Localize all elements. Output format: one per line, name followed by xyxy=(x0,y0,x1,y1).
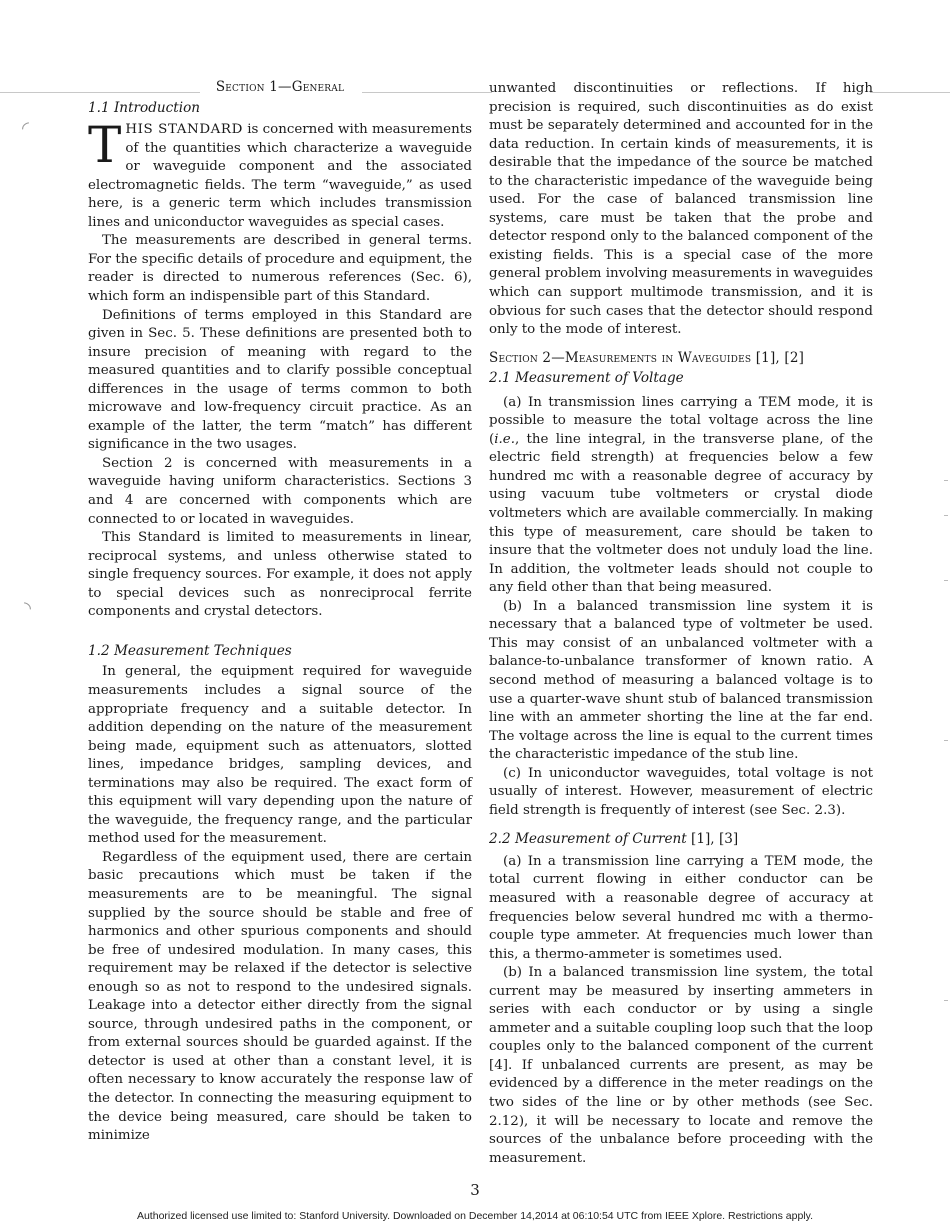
subsection-heading xyxy=(489,830,873,849)
lead-words: HIS STANDARD xyxy=(125,122,243,138)
paragraph: Section 2 is concerned with measurements in a waveguide having uniform characteristics. Sections 3 and 4 are concerned with components which are connected to or located in waveguides. xyxy=(88,455,472,527)
page-number: 3 xyxy=(470,1181,480,1199)
paragraph-text: (a) In transmission lines carrying a TEM mode, it is possible to measure the total voltage across the line ( xyxy=(489,394,873,447)
left-column xyxy=(88,78,472,1146)
binding-hole-bottom: ◝ xyxy=(24,598,31,619)
subsection-heading: 2.1 Measurement of Voltage xyxy=(489,370,684,387)
section-heading: Section 2—Measurements in Waveguides [1], [2] xyxy=(489,349,805,366)
paragraph xyxy=(88,116,472,232)
paragraph xyxy=(489,394,873,598)
margin-tick xyxy=(944,480,948,481)
heading-text: 2.2 Measurement of Current xyxy=(489,831,687,848)
paragraph: Definitions of terms employed in this Standard are given in Sec. 5. These definitions are presented both to insure precision of meaning with regard to the measured quantities and to clarify possible conceptual differences in the usage of terms common to both microwave and low-frequency circuit practice. As an example of the latter, the term “match” has different significance in the two usages. xyxy=(88,307,472,453)
paragraph: (b) In a balanced transmission line system it is necessary that a balanced type of voltmeter be used. This may consist of an unbalanced voltmeter with a balance-to-unbalance transformer of known ratio. A second method of measuring a balanced voltage is to use a quarter-wave shunt stub of balanced transmission line with an ammeter shorting the line at the far end. The voltage across the line is equal to the current times the characteristic impedance of the stub line. xyxy=(489,598,873,763)
paragraph: (a) In a transmission line carrying a TEM mode, the total current flowing in either conductor can be measured with a reasonable degree of accuracy at frequencies below several hundred mc with a thermo-couple type ammeter. At frequencies much lower than this, a thermo-ammeter is sometimes used. xyxy=(489,853,873,962)
license-footer: Authorized licensed use limited to: Stanford University. Downloaded on December 14,2014 at 06:10:54 UTC from IEEE Xplore. Restrictions apply. xyxy=(136,1210,814,1222)
section-heading: Section 1—General xyxy=(215,79,345,95)
binding-hole-top: ◜ xyxy=(22,118,29,139)
paragraph: unwanted discontinuities or reflections. If high precision is required, such discontinuities as do exist must be separately determined and accounted for in the data reduction. In certain kinds of measurements, it is desirable that the impedance of the source be matched to the characteristic impedance of the waveguide being used. For the case of balanced transmission line systems, care must be taken that the probe and detector respond only to the balanced component of the existing fields. This is a special case of the more general problem involving measurements in waveguides which can support multimode transmission, and it is obvious for such cases that the detector should respond only to the mode of interest. xyxy=(489,81,873,338)
drop-cap: T xyxy=(88,116,122,175)
paragraph-text: is concerned with measurements of the quantities which characterize a waveguide or waveguide component and the associated electromagnetic fields. The term “waveguide,” as used here, is a generic term which includes transmission lines and uniconductor waveguides as special cases. xyxy=(88,122,472,230)
paragraph: Regardless of the equipment used, there are certain basic precautions which must be taken if the measurements are to be meaningful. The signal supplied by the source should be stable and free of harmonics and other spurious components and should be free of undesired modulation. In many cases, this requirement may be relaxed if the detector is selective enough so as not to respond to the undesired signals. Leakage into a detector either directly from the signal source, through undesired paths in the component, or from external sources should be guarded against. If the detector is used at other than a constant level, it is often necessary to know accurately the response law of the detector. In connecting the measuring equipment to the device being measured, care should be taken to minimize xyxy=(88,849,472,1144)
paragraph-text: , the line integral, in the transverse plane, of the electric field strength) at frequencies below a few hundred mc with a reasonable degree of accuracy by using vacuum tube voltmeters or crystal diode voltmeters which are available commercially. In making this type of measurement, care should be taken to insure that the voltmeter does not unduly load the line. In addition, the voltmeter leads should not couple to any field other than that being measured. xyxy=(489,431,873,596)
heading-refs: [1], [3] xyxy=(686,831,739,848)
paragraph: The measurements are described in general terms. For the specific details of procedure and equipment, the reader is directed to numerous references (Sec. 6), which form an indispensible part of this Standard. xyxy=(88,233,472,305)
margin-tick xyxy=(944,740,948,741)
top-rule-right xyxy=(870,92,950,93)
subsection-heading: 1.1 Introduction xyxy=(88,99,201,116)
paragraph: (c) In uniconductor waveguides, total voltage is not usually of interest. However, measurement of electric field strength is frequently of interest (see Sec. 2.3). xyxy=(489,765,873,818)
right-column xyxy=(489,80,873,1168)
paragraph: (b) In a balanced transmission line system, the total current may be measured by inserting ammeters in series with each conductor or by using a single ammeter and a suitable coupling loop such that the loop couples only to the balanced component of the current [4]. If unbalanced currents are present, as may be evidenced by a difference in the meter readings on the two sides of the line or by other methods (see Sec. 2.12), it will be necessary to locate and remove the sources of the unbalance before proceeding with the measurement. xyxy=(489,965,873,1166)
paragraph: This Standard is limited to measurements in linear, reciprocal systems, and unless otherwise stated to single frequency sources. For example, it does not apply to special devices such as nonreciprocal ferrite components and crystal detectors. xyxy=(88,530,472,620)
italic-text: i.e. xyxy=(494,431,515,447)
paragraph: In general, the equipment required for waveguide measurements includes a signal source of the appropriate frequency and a suitable detector. In addition depending on the nature of the measurement being made, equipment such as attenuators, slotted lines, impedance bridges, sampling devices, and terminations may also be required. The exact form of this equipment will vary depending upon the nature of the waveguide, the frequency range, and the particular method used for the measurement. xyxy=(88,664,472,847)
margin-tick xyxy=(944,1000,948,1001)
margin-tick xyxy=(944,515,948,516)
subsection-heading: 1.2 Measurement Techniques xyxy=(88,642,292,659)
margin-tick xyxy=(944,580,948,581)
